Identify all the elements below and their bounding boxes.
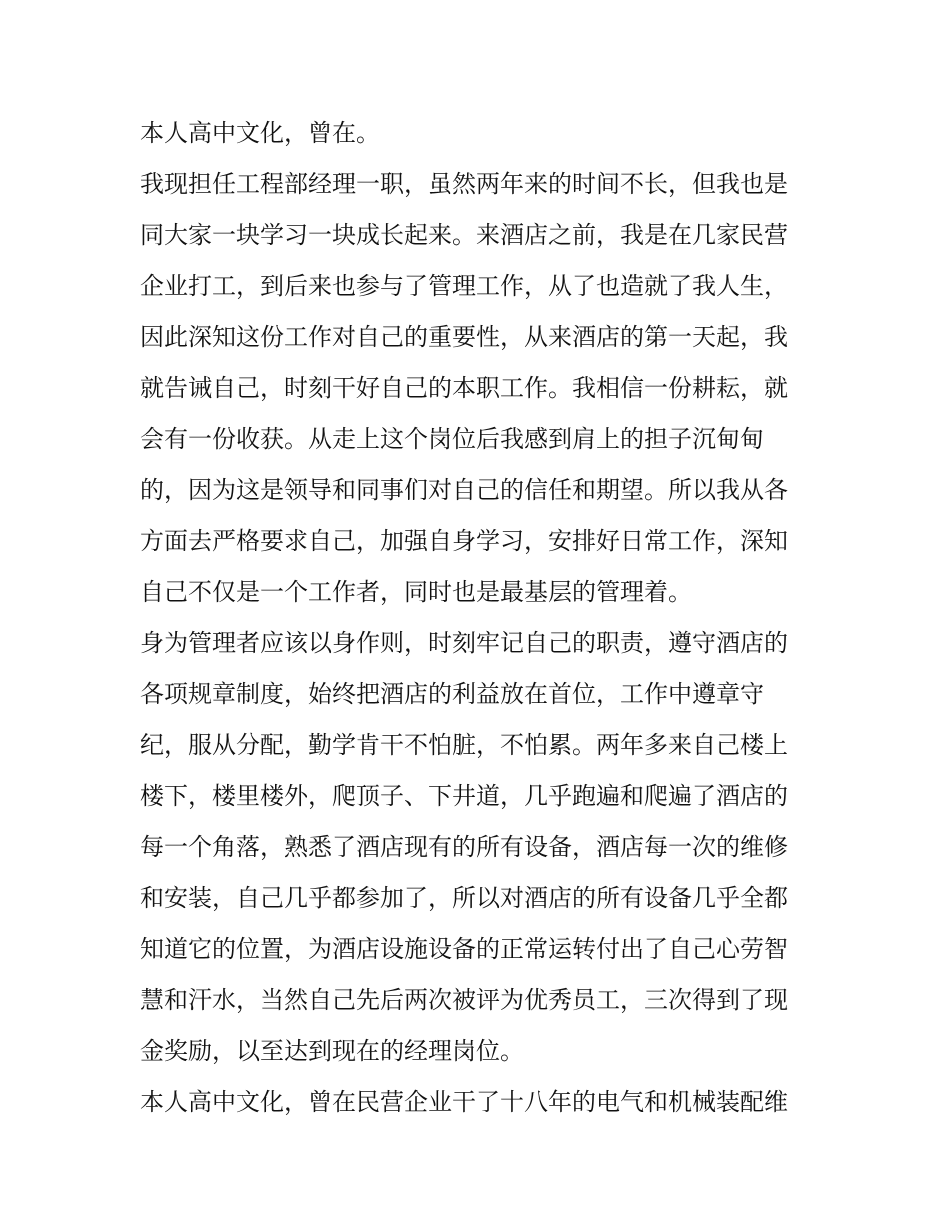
text-line: 会有一份收获。从走上这个岗位后我感到肩上的担子沉甸甸 [140, 425, 764, 453]
text-line: 我现担任工程部经理一职，虽然两年来的时间不长，但我也是 [140, 170, 788, 198]
text-line: 就告诫自己，时刻干好自己的本职工作。我相信一份耕耘，就 [140, 374, 788, 402]
text-line: 本人高中文化，曾在。 [140, 119, 380, 147]
text-line: 方面去严格要求自己，加强自身学习，安排好日常工作，深知 [140, 527, 788, 555]
text-line: 各项规章制度，始终把酒店的利益放在首位，工作中遵章守 [140, 680, 764, 708]
text-line: 慧和汗水，当然自己先后两次被评为优秀员工，三次得到了现 [140, 986, 788, 1014]
text-line: 因此深知这份工作对自己的重要性，从来酒店的第一天起，我 [140, 323, 788, 351]
text-line: 的，因为这是领导和同事们对自己的信任和期望。所以我从各 [140, 476, 788, 504]
text-line: 每一个角落，熟悉了酒店现有的所有设备，酒店每一次的维修 [140, 833, 788, 861]
text-line: 企业打工，到后来也参与了管理工作，从了也造就了我人生， [140, 272, 788, 300]
text-line: 楼下，楼里楼外，爬顶子、下井道，几乎跑遍和爬遍了酒店的 [140, 782, 788, 810]
text-line: 本人高中文化，曾在民营企业干了十八年的电气和机械装配维 [140, 1088, 788, 1116]
text-line: 身为管理者应该以身作则，时刻牢记自己的职责，遵守酒店的 [140, 629, 788, 657]
text-line: 知道它的位置，为酒店设施设备的正常运转付出了自己心劳智 [140, 935, 788, 963]
text-line: 纪，服从分配，勤学肯干不怕脏，不怕累。两年多来自己楼上 [140, 731, 788, 759]
text-line: 同大家一块学习一块成长起来。来酒店之前，我是在几家民营 [140, 221, 788, 249]
text-line: 自己不仅是一个工作者，同时也是最基层的管理着。 [140, 578, 692, 606]
text-line: 金奖励，以至达到现在的经理岗位。 [140, 1037, 524, 1065]
document-body [140, 108, 820, 1128]
text-line: 和安装，自己几乎都参加了，所以对酒店的所有设备几乎全都 [140, 884, 788, 912]
